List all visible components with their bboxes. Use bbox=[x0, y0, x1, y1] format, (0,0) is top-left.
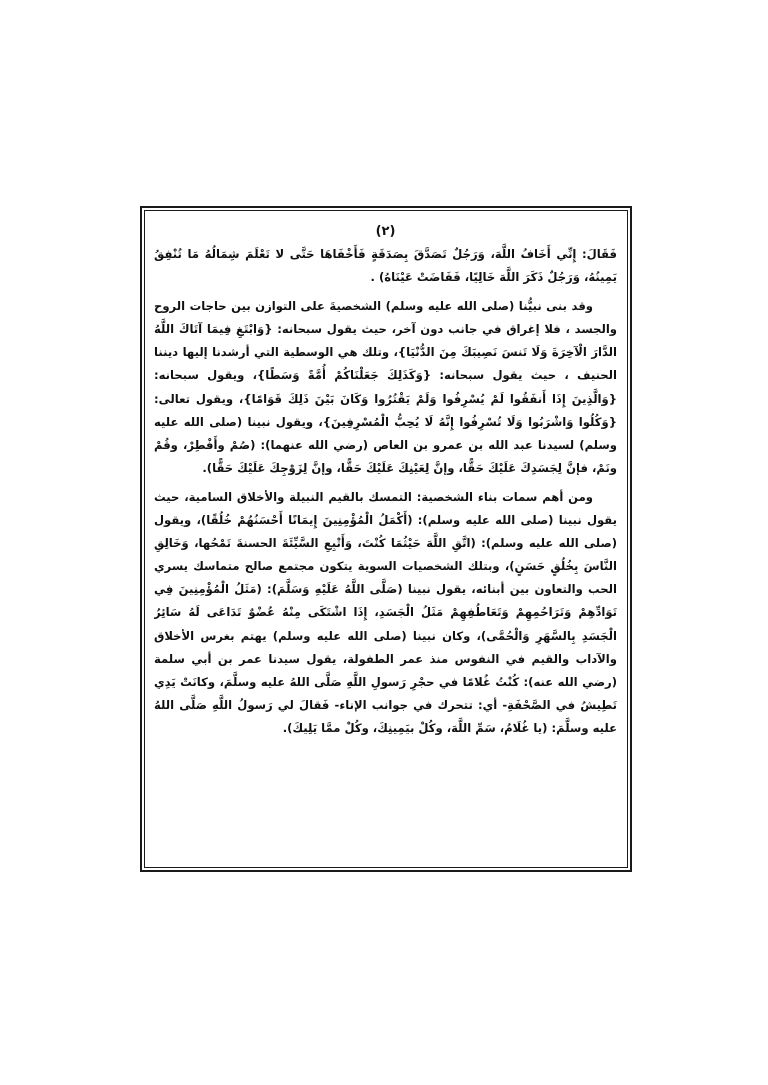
page-number: (٢) bbox=[375, 224, 396, 239]
page-content bbox=[154, 222, 617, 862]
paragraph-2: وقد بنى نبيُّنا (صلى الله عليه وسلم) الشخصيةَ على التوازن بين حاجات الروح والجسد ، فلا إغراق في جانب دون آخر، حيث يقول سبحانه: {وَابْتَغِ فِيمَا آتَاكَ اللَّهُ الدَّارَ الْآخِرَةَ وَلَا تَنسَ نَصِيبَكَ مِنَ الدُّنْيَا}، وتلك هي الوسطية التي أرشدنا إليها ديننا الحنيف ، حيث يقول سبحانه: {وَكَذَلِكَ جَعَلْنَاكُمْ أُمَّةً وَسَطًا}، ويقول سبحانه: {وَالَّذِينَ إِذَا أَنفَقُوا لَمْ يُسْرِفُوا وَلَمْ يَقْتُرُوا وَكَانَ بَيْنَ ذَلِكَ قَوَامًا}، ويقول تعالى: {وَكُلُوا وَاشْرَبُوا وَلَا تُسْرِفُوا إِنَّهُ لَا يُحِبُّ الْمُسْرِفِينَ}، ويقول نبينا (صلى الله عليه وسلم) لسيدنا عبد الله بن عمرو بن العاص (رضي الله عنهما): (صُمْ وأَفْطِرْ، وقُمْ ونَمْ، فإنَّ لِجَسَدِكَ عَلَيْكَ حَقًّا، وإنَّ لِعَيْنِكَ عَلَيْكَ حَقًّا، وإنَّ لِزَوْجِكَ عَلَيْكَ حَقًّا). bbox=[154, 299, 617, 475]
paragraph-3: ومن أهم سمات بناء الشخصية: التمسك بالقيم النبيلة والأخلاق السامية، حيث يقول نبينا (صلى الله عليه وسلم): (أَكْمَلُ الْمُؤْمِنِينَ إِيمَانًا أَحْسَنُهُمْ خُلُقًا)، ويقول (صلى الله عليه وسلم): (اتَّقِ اللَّهَ حَيْثُمَا كُنْتَ، وَأَتْبِعِ السَّيِّئَةَ الحسنةَ تَمْحُها، وَخَالِقِ النَّاسَ بِخُلُقٍ حَسَنٍ)، وبتلك الشخصيات السوية يتكون مجتمع صالح متماسك يسري الحب والتعاون بين أبنائه، يقول نبينا (صَلَّى اللَّهُ عَلَيْهِ وَسَلَّمَ): (مَثَلُ الْمُؤْمِنِينَ فِي تَوَادِّهِمْ وَتَرَاحُمِهِمْ وَتَعَاطُفِهِمْ مَثَلُ الْجَسَدِ، إِذَا اشْتَكَى مِنْهُ عُضْوٌ تَدَاعَى لَهُ سَائِرُ الْجَسَدِ بِالسَّهَرِ وَالْحُمَّى)، وكان نبينا (صلى الله عليه وسلم) يهتم بغرس الأخلاق والآداب والقيم في النفوس منذ عمر الطفولة، يقول سيدنا عمر بن أبي سلمة (رضي الله عنه): كُنْتُ غُلامًا في حجْرِ رَسولِ اللَّهِ صَلَّى اللهُ عليه وسلَّمَ، وكانَتْ يَدِي تَطِيشُ في الصَّحْفَةِ- أي: تتحرك في جوانب الإناء- فَقالَ لي رَسولُ اللَّهِ صَلَّى اللهُ عليه وسلَّمَ: (يا غُلَامُ، سَمِّ اللَّهَ، وكُلْ بيَمِينِكَ، وكُلْ ممَّا يَلِيكَ). bbox=[154, 489, 617, 735]
paragraph-1: فَقَالَ: إِنِّي أَخَافُ اللَّهَ، وَرَجُلٌ تَصَدَّقَ بِصَدَقَةٍ فَأَخْفَاهَا حَتَّى لا تَعْلَمَ شِمَالُهُ مَا تُنْفِقُ يَمِينُهُ، وَرَجُلٌ ذَكَرَ اللَّهَ خَالِيًا، فَفَاضَتْ عَيْنَاهُ) . bbox=[154, 247, 617, 285]
